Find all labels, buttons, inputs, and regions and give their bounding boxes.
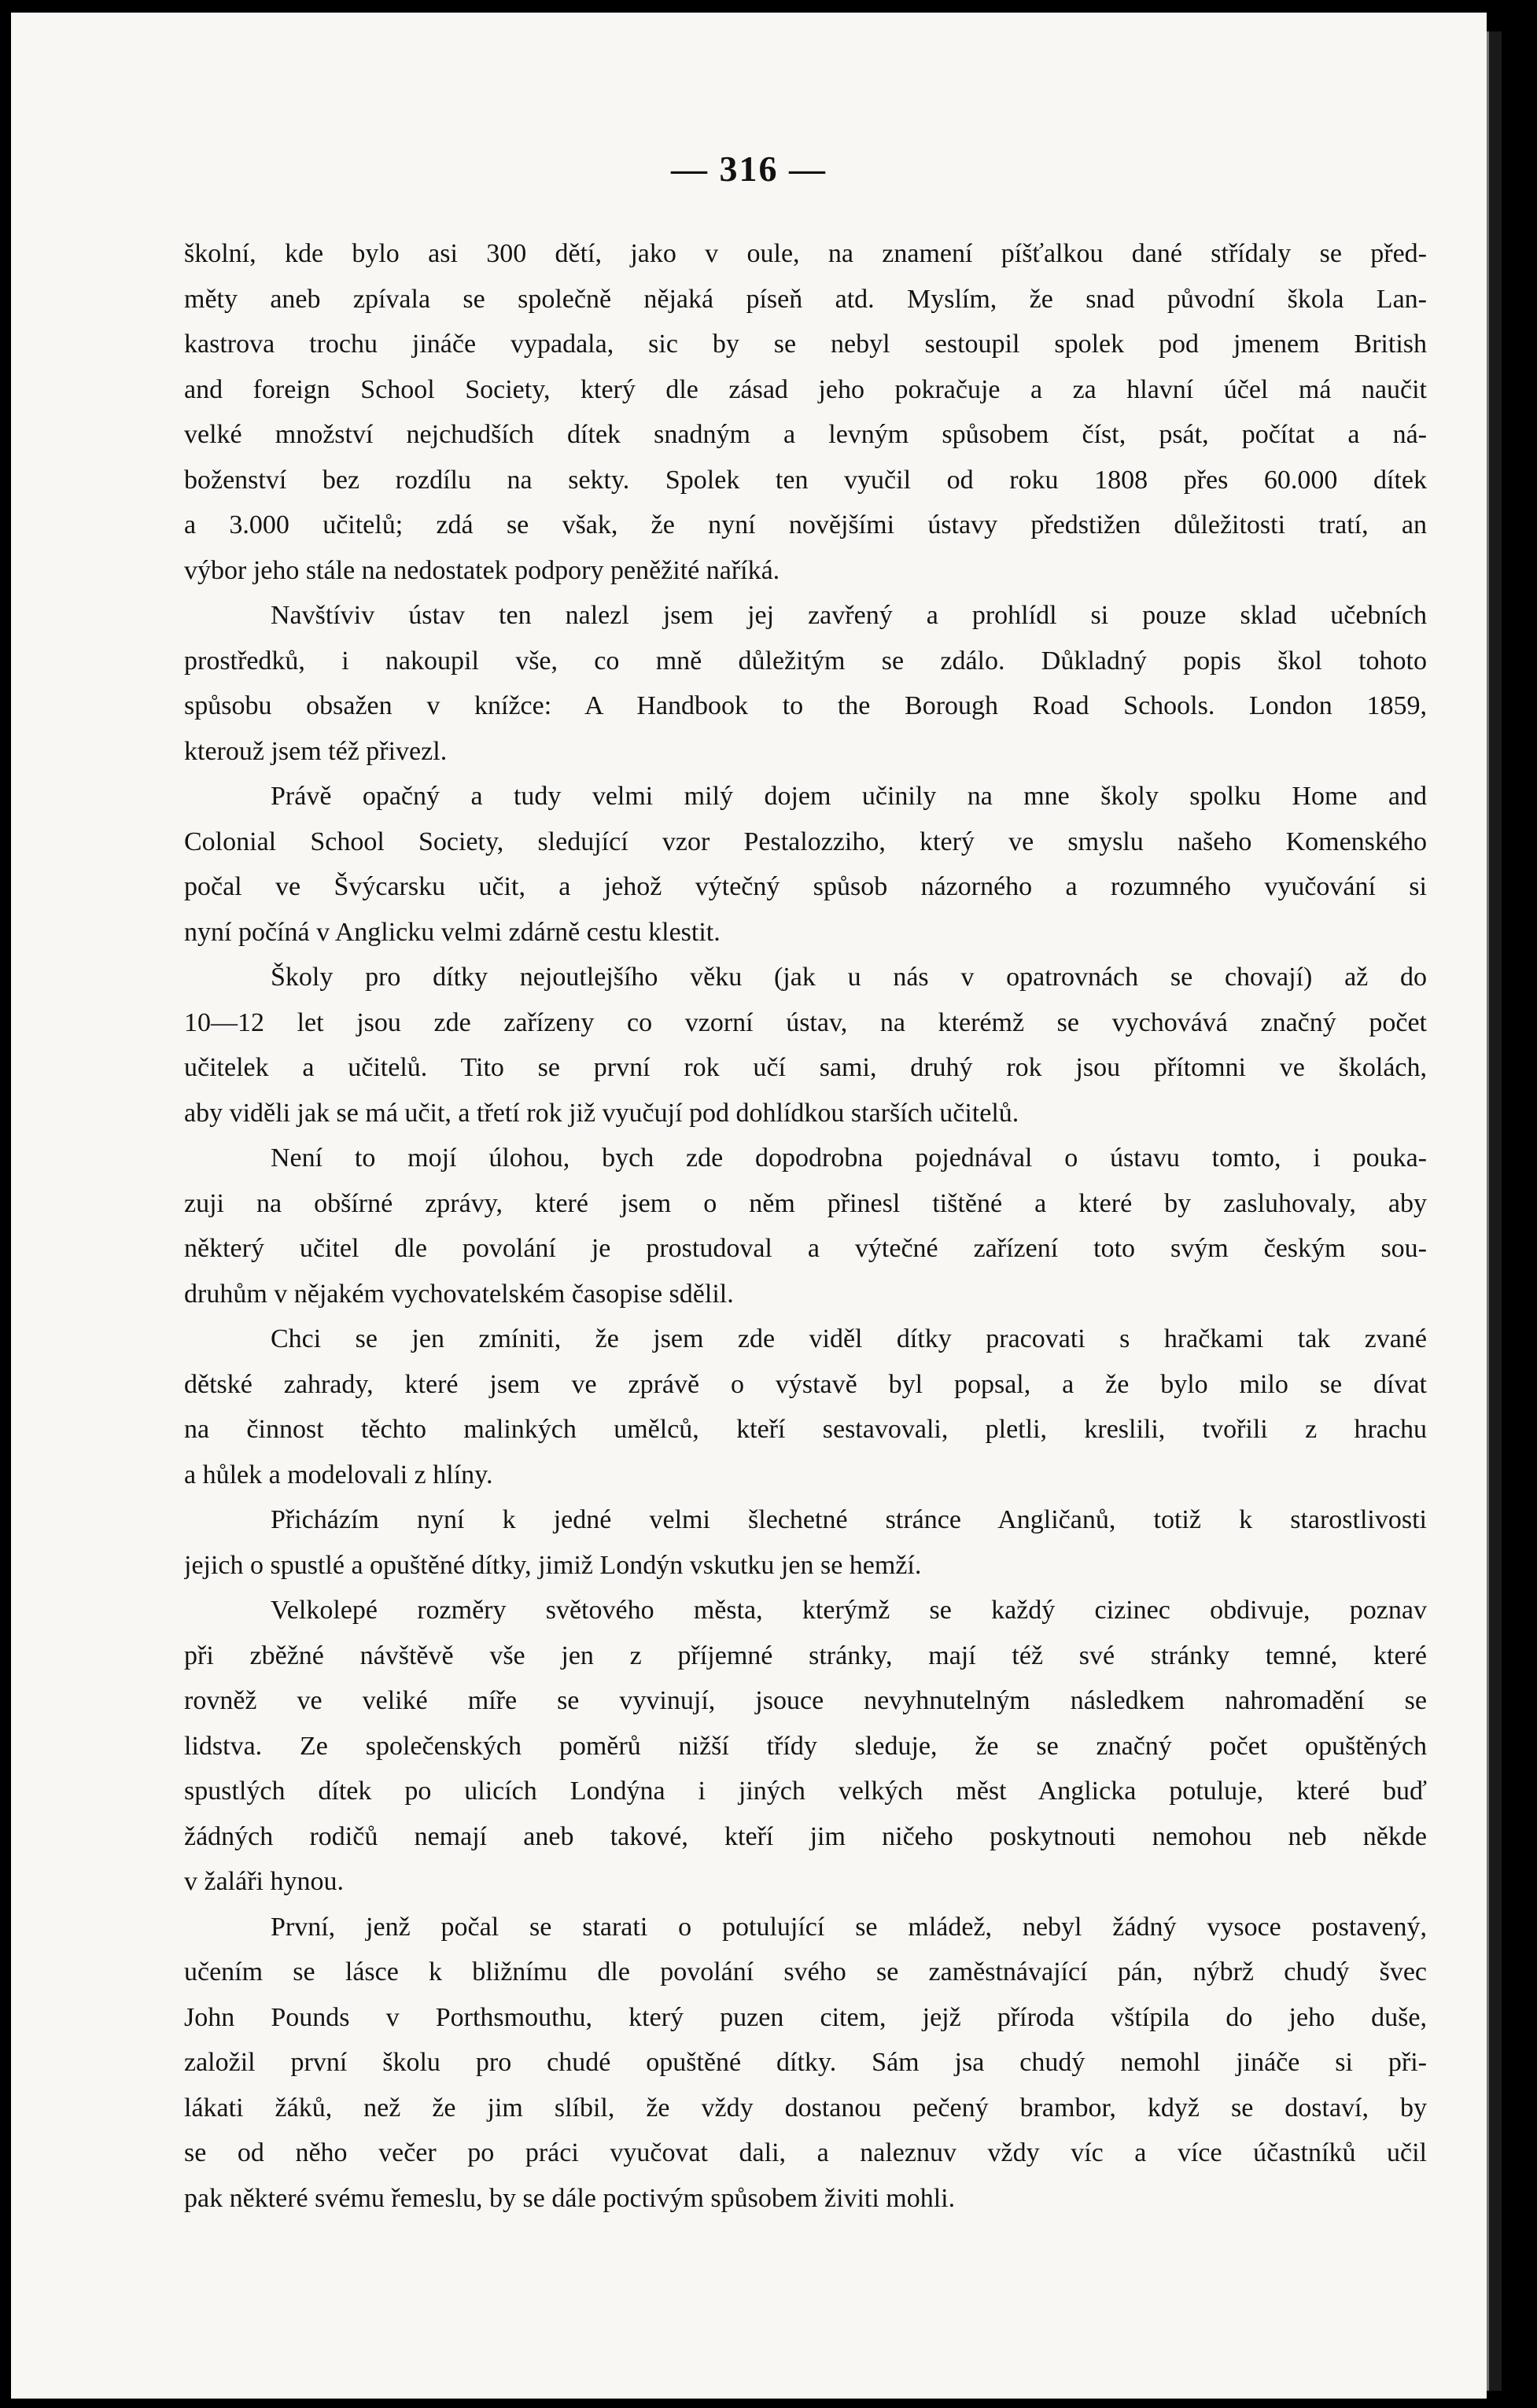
page-number: — 316 — [671, 149, 827, 189]
paragraph [184, 1497, 1427, 1588]
text-line: zuji na obšírné zprávy, které jsem o něm přinesl tištěné a které by zasluhovaly, aby [184, 1188, 1427, 1218]
paragraph [184, 955, 1427, 1136]
text-line: lákati žáků, než že jim slíbil, že vždy dostanou pečený brambor, když se dostaví, by [184, 2093, 1427, 2123]
body-text [184, 231, 1427, 2221]
text-line: a hůlek a modelovali z hlíny. [184, 1460, 493, 1489]
text-line: Navštíviv ústav ten nalezl jsem jej zavřený a prohlídl si pouze sklad učebních [271, 601, 1427, 630]
text-line: Školy pro dítky nejoutlejšího věku (jak u nás v opatrovnách se chovají) až do [271, 963, 1427, 992]
text-line: spustlých dítek po ulicích Londýna i jiných velkých měst Anglicka potuluje, které buď [184, 1777, 1427, 1806]
text-line: jejich o spustlé a opuštěné dítky, jimiž Londýn vskutku jen se hemží. [184, 1550, 922, 1580]
text-line: kterouž jsem též přivezl. [184, 736, 448, 766]
text-line: nyní počíná v Anglicku velmi zdárně cestu klestit. [184, 917, 721, 947]
paragraph [184, 1905, 1427, 2222]
text-line: dětské zahrady, které jsem ve zprávě o výstavě byl popsal, a že bylo milo se dívat [184, 1369, 1427, 1399]
paragraph [184, 1316, 1427, 1497]
text-line: John Pounds v Porthsmouthu, který puzen citem, jejž příroda vštípila do jeho duše, [184, 2002, 1427, 2032]
text-line: spůsobu obsažen v knížce: A Handbook to the Borough Road Schools. London 1859, [184, 691, 1427, 720]
text-line: 10—12 let jsou zde zařízeny co vzorní ústav, na kterémž se vychovává značný počet [184, 1007, 1427, 1037]
text-line: boženství bez rozdílu na sekty. Spolek ten vyučil od roku 1808 přes 60.000 dítek [184, 465, 1427, 495]
paragraph [184, 774, 1427, 955]
text-line: školní, kde bylo asi 300 dětí, jako v oule, na znamení píšťalkou dané střídaly se před- [184, 239, 1427, 268]
text-line: and foreign School Society, který dle zásad jeho pokračuje a za hlavní účel má naučit [184, 374, 1427, 404]
text-line: výbor jeho stále na nedostatek podpory peněžité naříká. [184, 555, 780, 585]
text-line: Velkolepé rozměry světového města, kterýmž se každý cizinec obdivuje, poznav [271, 1596, 1427, 1625]
book-page [11, 13, 1487, 2399]
text-line: měty aneb zpívala se společně nějaká píseň atd. Myslím, že snad původní škola Lan- [184, 284, 1427, 314]
text-line: Přicházím nyní k jedné velmi šlechetné stránce Angličanů, totiž k starostlivosti [271, 1505, 1427, 1534]
text-line: se od něho večer po práci vyučovat dali, a naleznuv vždy víc a více účastníků učil [184, 2138, 1427, 2167]
text-line: Právě opačný a tudy velmi milý dojem učinily na mne školy spolku Home and [271, 782, 1427, 811]
paragraph [184, 231, 1427, 593]
text-line: pak některé svému řemeslu, by se dále poctivým spůsobem živiti mohli. [184, 2183, 956, 2213]
text-line: na činnost těchto malinkých umělců, kteří sestavovali, pletli, kreslili, tvořili z hrachu [184, 1415, 1427, 1444]
text-line: učitelek a učitelů. Tito se první rok učí sami, druhý rok jsou přítomni ve školách, [184, 1053, 1427, 1082]
text-line: Chci se jen zmíniti, že jsem zde viděl dítky pracovati s hračkami tak zvané [271, 1324, 1427, 1353]
text-line: v žaláři hynou. [184, 1867, 344, 1896]
text-line: aby viděli jak se má učit, a třetí rok již vyučují pod dohlídkou starších učitelů. [184, 1098, 1019, 1128]
text-line: žádných rodičů nemají aneb takové, kteří jim ničeho poskytnouti nemohou neb někde [184, 1821, 1427, 1851]
text-line: prostředků, i nakoupil vše, co mně důležitým se zdálo. Důkladný popis škol tohoto [184, 646, 1427, 676]
text-line: počal ve Švýcarsku učit, a jehož výtečný spůsob názorného a rozumného vyučování si [184, 872, 1427, 901]
text-line: lidstva. Ze společenských poměrů nižší třídy sleduje, že se značný počet opuštěných [184, 1731, 1427, 1761]
text-line: První, jenž počal se starati o potulující se mládež, nebyl žádný vysoce postavený, [271, 1912, 1427, 1942]
text-line: druhům v nějakém vychovatelském časopise sdělil. [184, 1279, 734, 1309]
text-line: při zběžné návštěvě vše jen z příjemné stránky, mají též své stránky temné, které [184, 1640, 1427, 1670]
text-line: velké množství nejchudších dítek snadným a levným spůsobem číst, psát, počítat a ná- [184, 420, 1427, 449]
text-line: rovněž ve veliké míře se vyvinují, jsouce nevyhnutelným následkem nahromadění se [184, 1686, 1427, 1715]
paragraph [184, 1588, 1427, 1905]
text-line: Colonial School Society, sledující vzor Pestalozziho, který ve smyslu našeho Komenského [184, 827, 1427, 856]
paragraph [184, 593, 1427, 774]
text-line: a 3.000 učitelů; zdá se však, že nyní novějšími ústavy předstižen důležitosti tratí, an [184, 510, 1427, 539]
paragraph [184, 1136, 1427, 1316]
text-line: některý učitel dle povolání je prostudoval a výtečné zařízení toto svým českým sou- [184, 1234, 1427, 1263]
text-line: založil první školu pro chudé opuštěné dítky. Sám jsa chudý nemohl jináče si při- [184, 2048, 1427, 2077]
adjacent-page-edge [1487, 31, 1502, 2391]
text-line: učením se lásce k bližnímu dle povolání svého se zaměstnávající pán, nýbrž chudý švec [184, 1957, 1427, 1986]
text-line: Není to mojí úlohou, bych zde dopodrobna pojednával o ústavu tomto, i pouka- [271, 1143, 1427, 1173]
text-line: kastrova trochu jináče vypadala, sic by se nebyl sestoupil spolek pod jmenem British [184, 330, 1427, 359]
